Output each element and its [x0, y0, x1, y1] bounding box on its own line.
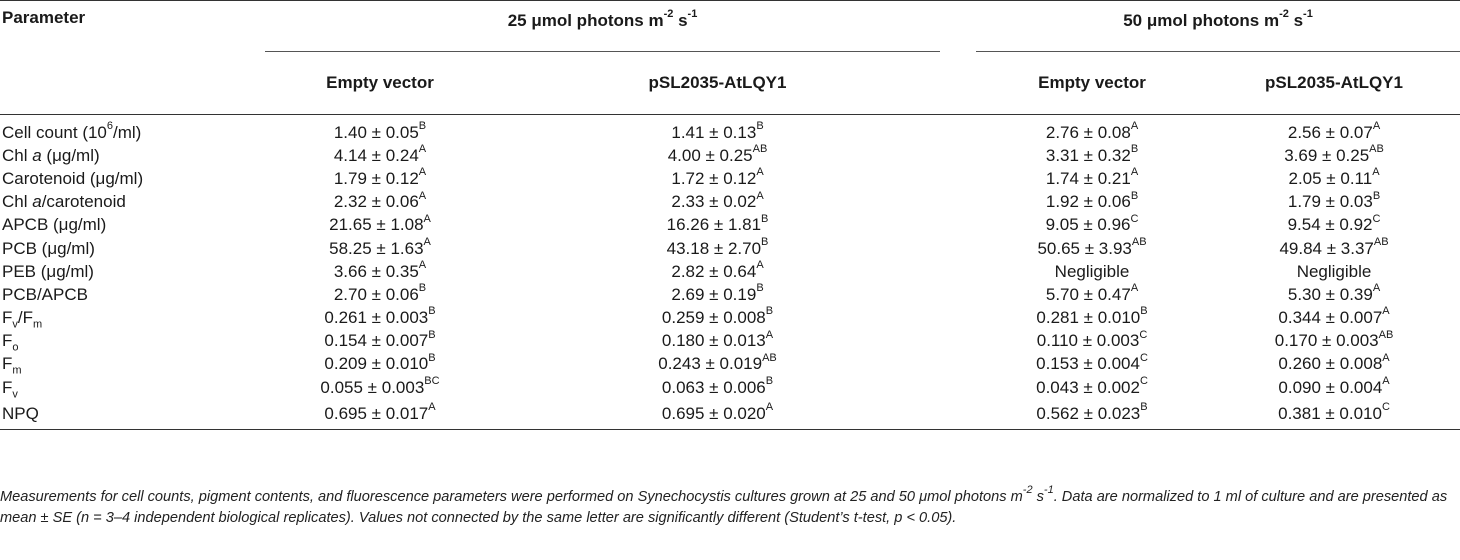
table-row: [0, 237, 1460, 260]
parameter-name: [0, 260, 265, 283]
significance-letter: A: [1372, 282, 1381, 295]
value-text: 2.32 ± 0.06: [333, 192, 419, 212]
footnote-sup2: -1: [1043, 484, 1054, 497]
value-cell: [976, 353, 1208, 376]
value-cell: [265, 376, 495, 399]
parameter-name: [0, 115, 265, 145]
significance-letter: C: [1130, 212, 1139, 225]
parameter-name-name-sup: 6: [106, 119, 114, 132]
parameter-name-name-sub: v: [12, 318, 18, 331]
significance-letter: A: [1130, 119, 1139, 132]
parameter-header-label: Parameter: [2, 8, 86, 27]
significance-letter: BC: [424, 375, 440, 387]
parameter-name-name: APCB (μg/ml): [2, 215, 107, 235]
value-text: 2.82 ± 0.64: [671, 261, 757, 281]
col-gap: [940, 52, 976, 115]
table-row: [0, 307, 1460, 330]
value-text: 0.344 ± 0.007: [1278, 308, 1383, 328]
value-text: 4.14 ± 0.24: [333, 145, 419, 165]
value-text: 0.695 ± 0.020: [661, 404, 766, 423]
value-text: 3.69 ± 0.25: [1284, 145, 1370, 165]
col-header-lqy1-50: pSL2035-AtLQY1: [1265, 73, 1403, 92]
footnote-sup1: -2: [1022, 484, 1033, 497]
value-cell: [265, 260, 495, 283]
parameter-name: [0, 376, 265, 399]
value-text: 0.260 ± 0.008: [1278, 354, 1383, 374]
table-body: [0, 115, 1460, 430]
parameter-name-name-it: a: [32, 192, 42, 212]
row-gap: [940, 376, 976, 399]
significance-letter: AB: [1369, 143, 1384, 156]
parameter-name-name-tail: /F: [17, 308, 33, 328]
value-text: 0.281 ± 0.010: [1036, 308, 1141, 328]
value-text: 1.92 ± 0.06: [1045, 192, 1131, 212]
value-cell: [976, 144, 1208, 167]
value-cell: [976, 399, 1208, 429]
significance-letter: B: [428, 328, 436, 341]
value-text: 0.154 ± 0.007: [324, 331, 429, 351]
significance-letter: B: [428, 351, 436, 364]
value-cell: [976, 376, 1208, 399]
significance-letter: A: [423, 212, 431, 225]
table-row: [0, 399, 1460, 429]
value-cell: [495, 376, 940, 399]
value-text: 50.65 ± 3.93: [1037, 238, 1132, 258]
row-gap: [940, 237, 976, 260]
table-row: [0, 115, 1460, 145]
value-text: 0.243 ± 0.019: [658, 354, 763, 374]
value-cell: [976, 260, 1208, 283]
group-50-sup1: -2: [1279, 8, 1289, 21]
value-text: 2.05 ± 0.11: [1288, 168, 1373, 188]
value-text: 0.209 ± 0.010: [324, 354, 429, 374]
significance-letter: A: [1372, 166, 1380, 179]
table-row: [0, 260, 1460, 283]
group-50-text: 50 μmol photons m: [1123, 11, 1280, 30]
row-gap: [940, 214, 976, 237]
row-gap: [940, 167, 976, 190]
value-text: 43.18 ± 2.70: [666, 238, 762, 258]
value-cell: [495, 167, 940, 190]
value-cell: [265, 353, 495, 376]
value-text: 1.72 ± 0.12: [671, 168, 757, 188]
parameter-name-name: Carotenoid (μg/ml): [2, 168, 144, 188]
col-header-ev-50: Empty vector: [1038, 73, 1146, 92]
table-row: [0, 353, 1460, 376]
value-cell: [265, 330, 495, 353]
group-25-sup2: -1: [687, 8, 698, 21]
table-footnote: [0, 484, 1458, 529]
table-row: [0, 191, 1460, 214]
value-text: 2.70 ± 0.06: [333, 284, 419, 304]
group-header-50: [976, 1, 1460, 52]
row-gap: [940, 115, 976, 145]
parameter-name: [0, 167, 265, 190]
value-cell: [495, 214, 940, 237]
table-row: [0, 376, 1460, 399]
significance-letter: AB: [752, 143, 768, 156]
significance-letter: A: [418, 189, 427, 202]
significance-letter: AB: [1373, 235, 1389, 248]
table-row: [0, 283, 1460, 306]
significance-letter: B: [1130, 143, 1139, 156]
significance-letter: B: [1372, 189, 1381, 202]
parameter-name: [0, 214, 265, 237]
value-text: 0.063 ± 0.006: [661, 377, 766, 397]
parameter-name: [0, 191, 265, 214]
value-cell: [1208, 260, 1460, 283]
value-text: 0.180 ± 0.013: [661, 331, 766, 351]
value-text: 16.26 ± 1.81: [666, 215, 762, 235]
significance-letter: A: [1382, 351, 1390, 364]
value-cell: [265, 214, 495, 237]
footnote-part3: . Data are normalized to 1 ml of culture and are presented as mean ± SE (n = 3–4 independent biological replicates). Values not connected by the same letter are significantly different (Student’s t-test, p < 0.05).: [0, 489, 1448, 526]
parameter-name-name-it: a: [32, 145, 42, 165]
significance-letter: A: [1372, 119, 1381, 132]
value-cell: [976, 330, 1208, 353]
header-row-groups: [0, 1, 1460, 52]
value-text: 0.090 ± 0.004: [1278, 377, 1383, 397]
value-cell: [1208, 115, 1460, 145]
value-cell: [976, 167, 1208, 190]
value-cell: [495, 260, 940, 283]
value-text: 0.695 ± 0.017: [324, 404, 429, 423]
value-cell: [1208, 307, 1460, 330]
parameter-name-name-tail: (μg/ml): [41, 145, 100, 165]
significance-letter: A: [756, 259, 764, 272]
significance-letter: B: [428, 305, 436, 318]
significance-letter: B: [1130, 189, 1139, 202]
row-gap: [940, 353, 976, 376]
value-cell: [976, 191, 1208, 214]
value-cell: [976, 214, 1208, 237]
significance-letter: A: [418, 259, 427, 272]
value-text: 3.31 ± 0.32: [1045, 145, 1131, 165]
value-cell: [495, 307, 940, 330]
row-gap: [940, 260, 976, 283]
group-50-sup2: -1: [1303, 8, 1313, 21]
significance-letter: B: [418, 282, 427, 295]
parameter-name-name-sub: m: [12, 364, 22, 377]
value-text: 3.66 ± 0.35: [333, 261, 419, 281]
row-gap: [940, 307, 976, 330]
value-cell: [1208, 237, 1460, 260]
significance-letter: A: [1382, 375, 1390, 387]
footnote-part2: s: [1032, 489, 1044, 505]
value-text: 0.261 ± 0.003: [324, 308, 429, 328]
value-cell: [495, 330, 940, 353]
significance-letter: AB: [1378, 328, 1394, 341]
value-cell: [495, 191, 940, 214]
parameter-name: [0, 237, 265, 260]
value-text: 5.70 ± 0.47: [1045, 284, 1131, 304]
value-text: 9.54 ± 0.92: [1287, 215, 1373, 235]
value-text: 0.259 ± 0.008: [661, 308, 766, 328]
parameter-name: [0, 307, 265, 330]
value-cell: [1208, 214, 1460, 237]
significance-letter: C: [1139, 351, 1148, 364]
value-text: 58.25 ± 1.63: [329, 238, 424, 258]
col-header-lqy1-25: pSL2035-AtLQY1: [648, 73, 787, 92]
table-row: [0, 330, 1460, 353]
value-cell: [976, 115, 1208, 145]
parameter-name-name: Chl: [2, 145, 33, 165]
significance-letter: B: [756, 119, 764, 132]
parameter-name: [0, 353, 265, 376]
significance-letter: B: [761, 212, 769, 225]
significance-letter: C: [1139, 375, 1148, 387]
parameter-name-name: F: [2, 331, 13, 351]
table-row: [0, 214, 1460, 237]
significance-letter: AB: [1131, 235, 1147, 248]
value-text: 4.00 ± 0.25: [667, 145, 753, 165]
parameter-name-name: PEB (μg/ml): [2, 261, 94, 281]
value-cell: [495, 115, 940, 145]
value-cell: [265, 307, 495, 330]
value-cell: [265, 167, 495, 190]
value-cell: [495, 237, 940, 260]
value-text: 1.40 ± 0.05: [333, 122, 419, 142]
significance-letter: A: [1130, 166, 1139, 179]
significance-letter: C: [1139, 328, 1148, 341]
significance-letter: B: [1140, 401, 1148, 414]
value-text: 1.41 ± 0.13: [671, 122, 757, 142]
value-text: 1.74 ± 0.21: [1045, 168, 1131, 188]
parameter-name-name: F: [2, 377, 13, 397]
significance-letter: A: [423, 235, 431, 248]
significance-letter: A: [418, 143, 427, 156]
value-text: 2.33 ± 0.02: [671, 192, 757, 212]
significance-letter: B: [765, 305, 774, 318]
value-cell: [265, 283, 495, 306]
significance-letter: B: [418, 119, 427, 132]
table-row: [0, 144, 1460, 167]
value-text: 0.055 ± 0.003: [320, 377, 425, 397]
significance-letter: AB: [762, 351, 777, 364]
value-text: 49.84 ± 3.37: [1279, 238, 1374, 258]
parameter-name-name-tail: /ml): [113, 122, 142, 142]
significance-letter: A: [765, 401, 774, 414]
group-25-sup1: -2: [663, 8, 674, 21]
value-cell: [265, 115, 495, 145]
value-cell: [265, 237, 495, 260]
value-text: 0.043 ± 0.002: [1036, 377, 1140, 397]
table-row: [0, 167, 1460, 190]
significance-letter: A: [428, 401, 436, 414]
significance-letter: A: [418, 166, 427, 179]
significance-letter: B: [1140, 305, 1148, 318]
value-text: 2.76 ± 0.08: [1045, 122, 1131, 142]
significance-letter: C: [1372, 212, 1381, 225]
value-cell: [265, 144, 495, 167]
group-50-mid: s: [1288, 11, 1304, 30]
value-cell: [495, 399, 940, 429]
parameter-name-name: PCB/APCB: [2, 284, 88, 304]
row-gap: [940, 283, 976, 306]
value-cell: [1208, 191, 1460, 214]
significance-letter: A: [1130, 282, 1139, 295]
col-header-ev-25: Empty vector: [326, 73, 434, 92]
significance-letter: A: [1382, 305, 1390, 318]
parameter-name: [0, 144, 265, 167]
value-text: Negligible: [1054, 261, 1130, 281]
value-cell: [495, 353, 940, 376]
value-text: 0.381 ± 0.010: [1278, 404, 1382, 423]
parameter-name-name: Cell count (10: [2, 122, 107, 142]
value-text: 9.05 ± 0.96: [1045, 215, 1131, 235]
parameter-name-name-tail: /carotenoid: [41, 192, 126, 212]
significance-letter: C: [1381, 401, 1390, 414]
value-text: 1.79 ± 0.03: [1287, 192, 1373, 212]
row-gap: [940, 191, 976, 214]
value-text: 0.562 ± 0.023: [1036, 404, 1141, 423]
value-cell: [1208, 353, 1460, 376]
significance-letter: B: [761, 235, 769, 248]
parameter-name: [0, 283, 265, 306]
value-text: 0.153 ± 0.004: [1036, 354, 1140, 374]
group-gap: [940, 1, 976, 52]
parameter-name-name-sub: o: [12, 341, 19, 354]
parameter-name: [0, 330, 265, 353]
value-text: 0.110 ± 0.003: [1036, 331, 1140, 351]
parameter-name-name-sub: v: [12, 388, 18, 401]
parameter-name-name-sub2: m: [33, 318, 43, 331]
value-text: 5.30 ± 0.39: [1287, 284, 1373, 304]
footnote-part1: Measurements for cell counts, pigment contents, and fluorescence parameters were performed on Synechocystis cultures grown at 25 and 50 μmol photons m: [0, 489, 1023, 505]
row-gap: [940, 399, 976, 429]
value-cell: [1208, 376, 1460, 399]
value-cell: [1208, 144, 1460, 167]
value-cell: [1208, 167, 1460, 190]
row-gap: [940, 144, 976, 167]
parameter-name-name: PCB (μg/ml): [2, 238, 95, 258]
value-cell: [495, 283, 940, 306]
value-text: Negligible: [1296, 261, 1372, 281]
significance-letter: A: [756, 166, 764, 179]
parameter-name-name: NPQ: [2, 404, 39, 423]
group-25-text: 25 μmol photons m: [507, 11, 664, 30]
row-gap: [940, 330, 976, 353]
value-cell: [976, 237, 1208, 260]
value-text: 0.170 ± 0.003: [1274, 331, 1379, 351]
value-text: 2.69 ± 0.19: [671, 284, 757, 304]
value-text: 21.65 ± 1.08: [329, 215, 424, 235]
value-text: 2.56 ± 0.07: [1287, 122, 1373, 142]
value-cell: [1208, 330, 1460, 353]
value-cell: [495, 144, 940, 167]
value-cell: [1208, 283, 1460, 306]
group-header-25: [265, 1, 940, 52]
group-25-mid: s: [673, 11, 688, 30]
parameter-name-name: F: [2, 308, 13, 328]
value-cell: [976, 307, 1208, 330]
value-cell: [265, 191, 495, 214]
significance-letter: B: [756, 282, 764, 295]
significance-letter: A: [756, 189, 764, 202]
significance-letter: A: [765, 328, 774, 341]
parameter-name: [0, 399, 265, 429]
parameter-name-name: Chl: [2, 192, 33, 212]
value-cell: [1208, 399, 1460, 429]
parameter-header: [0, 1, 265, 115]
significance-letter: B: [765, 375, 774, 387]
value-text: 1.79 ± 0.12: [333, 168, 419, 188]
parameter-name-name: F: [2, 354, 13, 374]
value-cell: [265, 399, 495, 429]
value-cell: [976, 283, 1208, 306]
